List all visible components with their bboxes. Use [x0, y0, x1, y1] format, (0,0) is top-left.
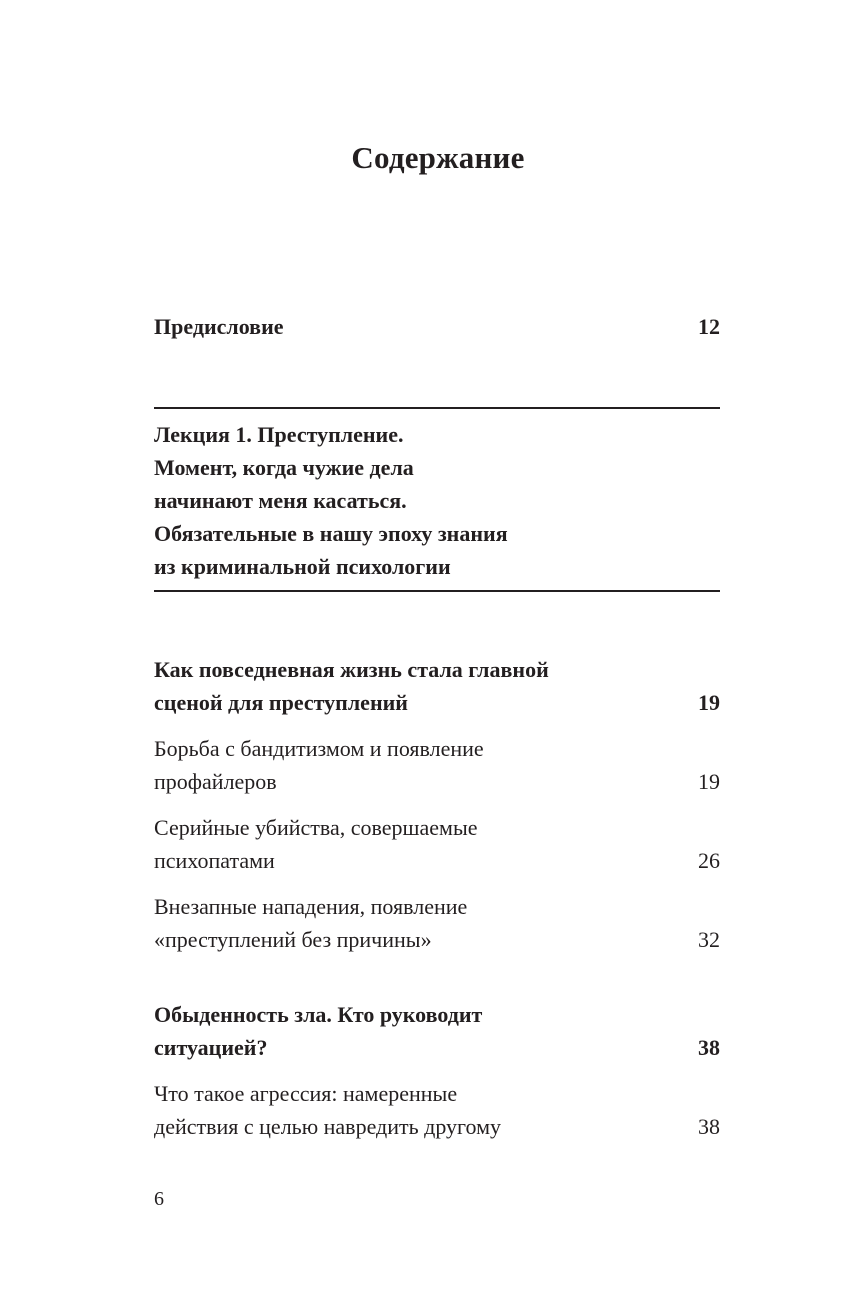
toc-entry-label-line: Обыденность зла. Кто руководит [154, 1002, 483, 1027]
toc-entry-label-line: Что такое агрессия: намеренные [154, 1081, 458, 1106]
lecture-heading-block [154, 407, 720, 592]
toc-entry-section-everyday-life[interactable] [154, 653, 720, 719]
toc-entry-page-number: 38 [698, 1114, 720, 1139]
toc-entry-label-line: «преступлений без причины» [154, 927, 432, 952]
toc-entry-label-line: Борьба с бандитизмом и появление [154, 736, 484, 761]
toc-entry-label-line: действия с целью навредить другому [154, 1114, 502, 1139]
toc-entry-aggression[interactable] [154, 1077, 720, 1143]
toc-entry-label-line: Серийные убийства, совершаемые [154, 815, 478, 840]
lecture-heading-line: Момент, когда чужие дела [154, 455, 414, 480]
page-number-folio: 6 [154, 1188, 164, 1210]
toc-entry-label-line: профайлеров [154, 769, 277, 794]
toc-entry-banditry-profilers[interactable] [154, 732, 720, 798]
toc-entry-preface[interactable] [154, 310, 720, 343]
toc-entry-sudden-attacks[interactable] [154, 890, 720, 956]
lecture-heading-line: из криминальной психологии [154, 554, 451, 579]
lecture-heading-line: начинают меня касаться. [154, 488, 407, 513]
toc-entry-page-number: 19 [698, 769, 720, 794]
page-title: Содержание [351, 140, 525, 175]
toc-entry-page-number: 19 [698, 690, 720, 715]
toc-entry-section-banality-of-evil[interactable] [154, 998, 720, 1064]
lecture-heading-line: Лекция 1. Преступление. [154, 422, 404, 447]
toc-entry-page-number: 26 [698, 848, 720, 873]
lecture-heading-line: Обязательные в нашу эпоху знания [154, 521, 508, 546]
toc-entry-label-line: психопатами [154, 848, 275, 873]
toc-entry-label: Предисловие [154, 314, 284, 339]
toc-entry-page-number: 38 [698, 1035, 720, 1060]
toc-entry-label-line: Внезапные нападения, появление [154, 894, 468, 919]
toc-entry-page-number: 32 [698, 927, 720, 952]
toc-entry-serial-murders[interactable] [154, 811, 720, 877]
toc-entry-label-line: Как повседневная жизнь стала главной [154, 657, 549, 682]
toc-entry-label-line: сценой для преступлений [154, 690, 408, 715]
toc-entry-label-line: ситуацией? [154, 1035, 268, 1060]
toc-entry-page-number: 12 [698, 314, 720, 339]
